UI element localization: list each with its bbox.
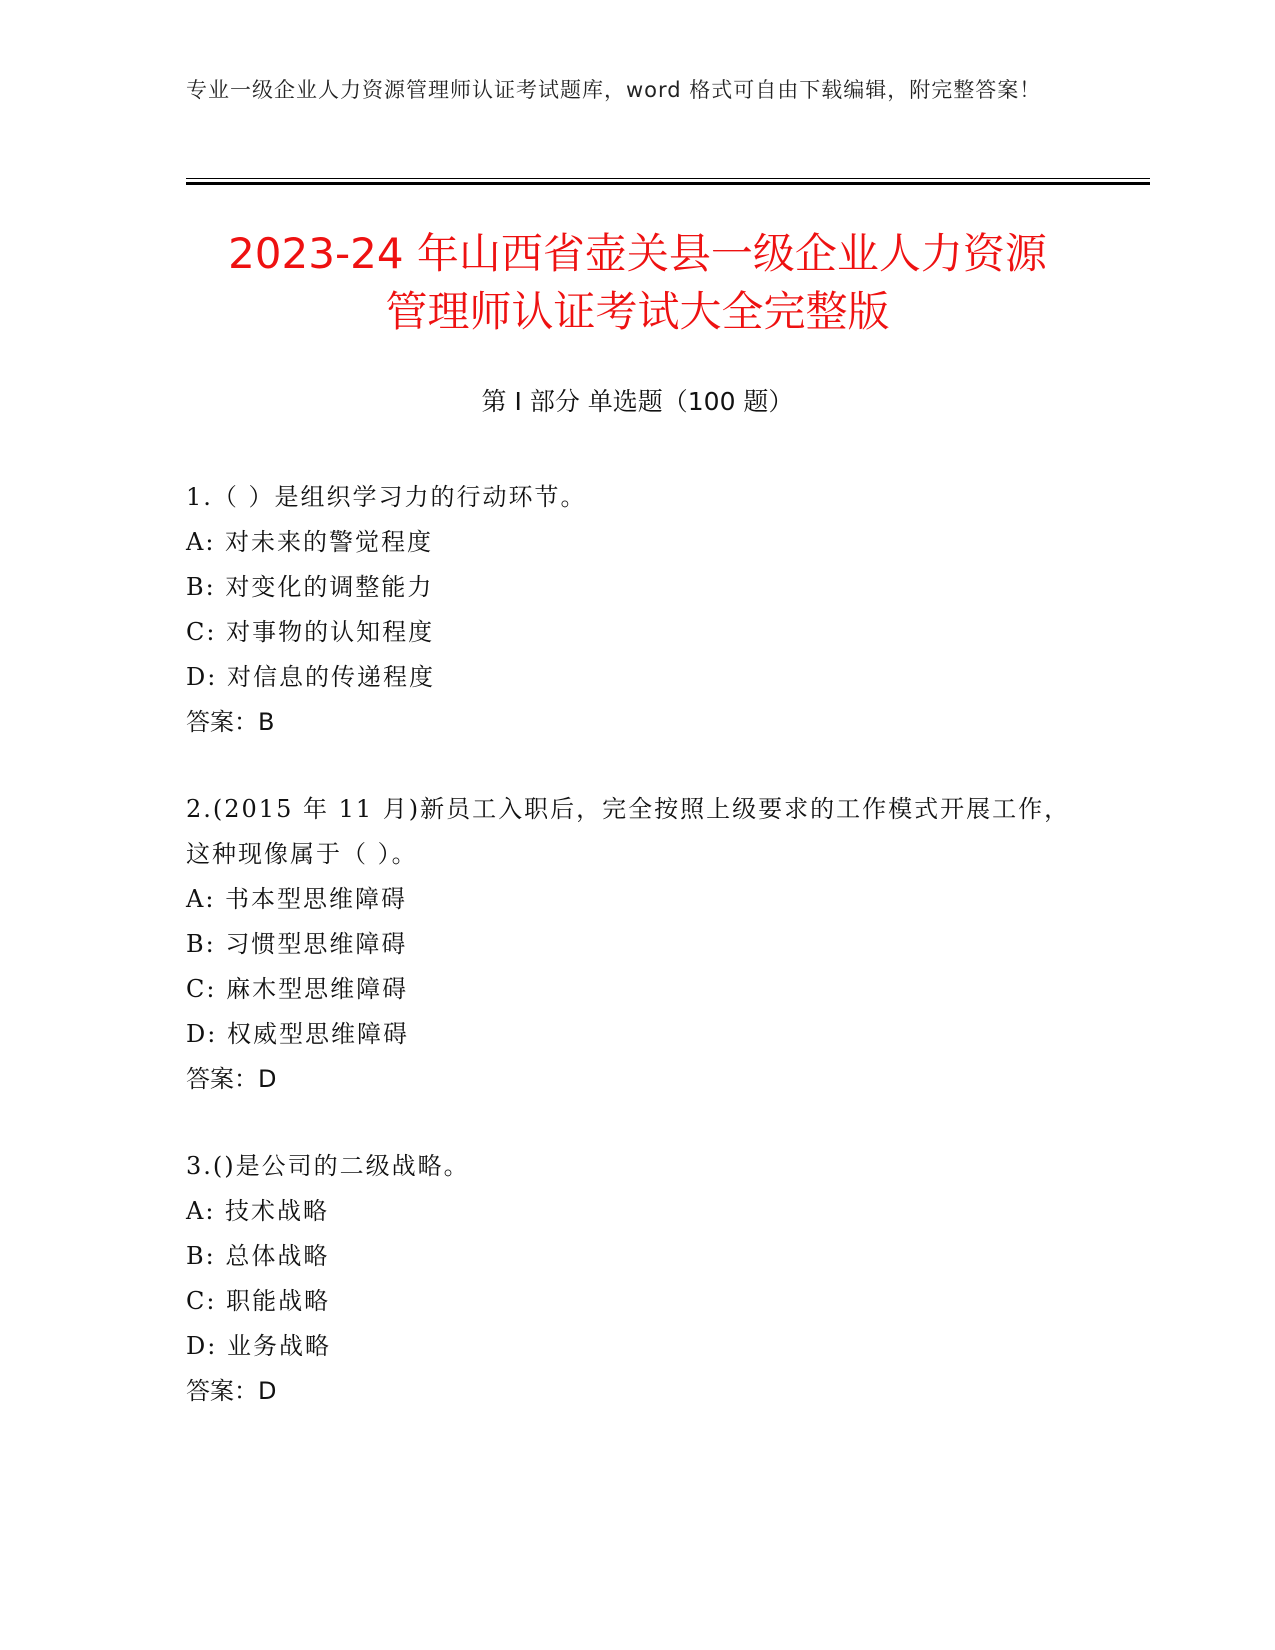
question-stem: 3.()是公司的二级战略。 bbox=[186, 1152, 470, 1180]
header-divider-thin bbox=[186, 178, 1150, 179]
option-a: A: 技术战略 bbox=[186, 1197, 330, 1225]
option-c: C: 麻木型思维障碍 bbox=[186, 975, 409, 1003]
document-title bbox=[140, 225, 1135, 341]
option-c: C: 对事物的认知程度 bbox=[186, 618, 435, 646]
question-stem: 1.（ ）是组织学习力的行动环节。 bbox=[186, 483, 587, 511]
option-a: A: 书本型思维障碍 bbox=[186, 885, 408, 913]
question-3 bbox=[186, 1144, 1086, 1414]
question-1 bbox=[186, 475, 1086, 745]
option-b: B: 总体战略 bbox=[186, 1242, 330, 1270]
question-list bbox=[186, 475, 1086, 1456]
header-note: 专业一级企业人力资源管理师认证考试题库，word 格式可自由下载编辑，附完整答案！ bbox=[186, 78, 1042, 102]
answer: 答案：B bbox=[186, 708, 275, 736]
option-d: D: 业务战略 bbox=[186, 1332, 331, 1360]
option-b: B: 习惯型思维障碍 bbox=[186, 930, 408, 958]
title-line-2: 管理师认证考试大全完整版 bbox=[385, 287, 890, 336]
option-a: A: 对未来的警觉程度 bbox=[186, 528, 434, 556]
option-d: D: 对信息的传递程度 bbox=[186, 663, 435, 691]
question-stem: 2.(2015 年 11 月)新员工入职后，完全按照上级要求的工作模式开展工作，这种现像属于（ ）。 bbox=[186, 795, 1071, 868]
header-divider-thick bbox=[186, 182, 1150, 185]
title-line-1: 2023-24 年山西省壶关县一级企业人力资源 bbox=[228, 229, 1047, 278]
answer: 答案：D bbox=[186, 1065, 277, 1093]
option-c: C: 职能战略 bbox=[186, 1287, 331, 1315]
section-title: 第 I 部分 单选题（100 题） bbox=[481, 387, 794, 416]
question-2 bbox=[186, 787, 1086, 1102]
answer: 答案：D bbox=[186, 1377, 277, 1405]
option-b: B: 对变化的调整能力 bbox=[186, 573, 434, 601]
option-d: D: 权威型思维障碍 bbox=[186, 1020, 409, 1048]
